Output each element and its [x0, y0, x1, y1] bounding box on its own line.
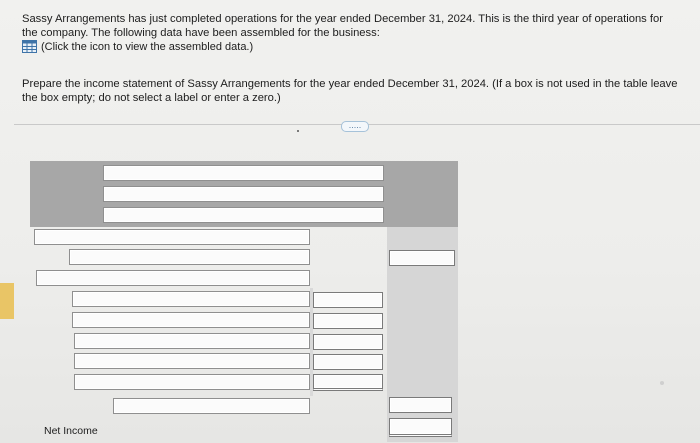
revenues-label-select[interactable]	[34, 229, 310, 245]
expense-amount-input-2[interactable]	[313, 313, 383, 329]
total-expenses-input[interactable]	[389, 397, 452, 413]
header-period-select[interactable]	[103, 207, 384, 223]
revenue-item-select[interactable]	[69, 249, 310, 265]
expense-amount-input-1[interactable]	[313, 292, 383, 308]
header-statement-name-select[interactable]	[103, 186, 384, 202]
expense-item-select-3[interactable]	[74, 333, 310, 349]
expense-item-select-1[interactable]	[72, 291, 310, 307]
net-income-input[interactable]	[389, 418, 452, 437]
net-income-label: Net Income	[44, 425, 98, 437]
expenses-label-select[interactable]	[36, 270, 310, 286]
expense-item-select-2[interactable]	[72, 312, 310, 328]
expand-button[interactable]: .....	[341, 121, 369, 132]
total-expenses-label-select[interactable]	[113, 398, 310, 414]
expense-amount-input-5[interactable]	[313, 374, 383, 391]
expense-item-select-5[interactable]	[74, 374, 310, 390]
decorative-dot	[297, 130, 299, 132]
view-data-link-label[interactable]: (Click the icon to view the assembled data.)	[41, 40, 254, 53]
question-intro: Sassy Arrangements has just completed operations for the year ended December 31, 2024. This is the third year of operations for the company. The following data have been assembled for the business:	[22, 13, 663, 39]
expense-item-select-4[interactable]	[74, 353, 310, 369]
question-prompt: Prepare the income statement of Sassy Arrangements for the year ended December 31, 2024. (If a box is not used in the table leave the box empty; do not select a label or enter a zero.)	[22, 78, 678, 104]
decorative-mark	[660, 381, 664, 385]
expense-amount-input-4[interactable]	[313, 354, 383, 370]
expense-amount-input-3[interactable]	[313, 334, 383, 350]
view-data-link[interactable]	[22, 40, 253, 53]
total-revenue-input[interactable]	[389, 250, 455, 266]
header-company-name-select[interactable]	[103, 165, 384, 181]
table-grid-icon[interactable]	[22, 40, 37, 53]
yellow-side-tab	[0, 283, 14, 319]
